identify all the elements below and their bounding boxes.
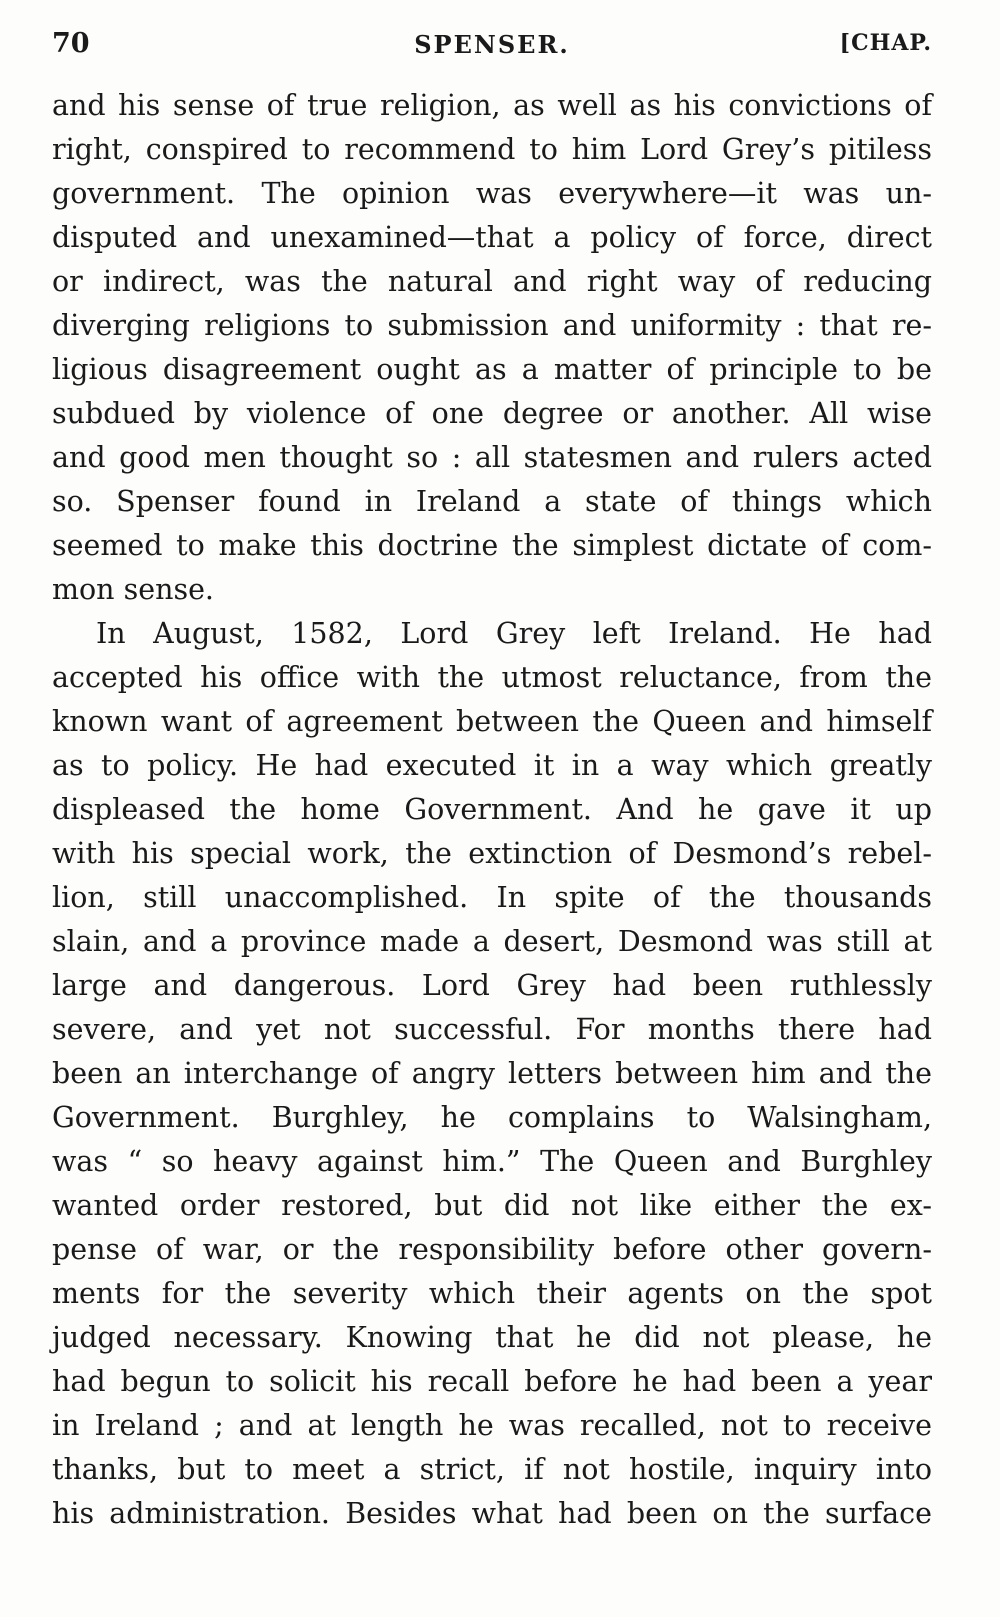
running-header: [52, 24, 932, 64]
text-line: pense of war, or the responsibility before other govern-: [52, 1233, 932, 1266]
text-line: large and dangerous. Lord Grey had been ruthlessly: [52, 969, 932, 1002]
page-number: 70: [52, 28, 90, 59]
text-line: In August, 1582, Lord Grey left Ireland. He had: [96, 617, 932, 650]
text-line: disputed and unexamined—that a policy of force, direct: [52, 221, 932, 254]
text-line: known want of agreement between the Queen and himself: [52, 705, 932, 738]
text-line: ments for the severity which their agents on the spot: [52, 1277, 932, 1310]
text-line: been an interchange of angry letters between him and the: [52, 1057, 932, 1090]
text-line: and good men thought so : all statesmen and rulers acted: [52, 441, 932, 474]
body-text: [52, 84, 932, 1536]
text-line: diverging religions to submission and uniformity : that re-: [52, 309, 932, 342]
text-line: or indirect, was the natural and right way of reducing: [52, 265, 932, 298]
text-line: ligious disagreement ought as a matter of principle to be: [52, 353, 932, 386]
text-line: right, conspired to recommend to him Lord Grey’s pitiless: [52, 133, 932, 166]
text-line: in Ireland ; and at length he was recalled, not to receive: [52, 1409, 932, 1442]
text-line: mon sense.: [52, 573, 214, 606]
paragraph: [52, 84, 932, 612]
text-line: lion, still unaccomplished. In spite of the thousands: [52, 881, 932, 914]
text-line: wanted order restored, but did not like either the ex-: [52, 1189, 932, 1222]
text-line: severe, and yet not successful. For months there had: [52, 1013, 932, 1046]
text-line: subdued by violence of one degree or another. All wise: [52, 397, 932, 430]
text-line: had begun to solicit his recall before he had been a year: [52, 1365, 932, 1398]
text-line: seemed to make this doctrine the simplest dictate of com-: [52, 529, 932, 562]
paragraph: [52, 612, 932, 1536]
text-line: displeased the home Government. And he gave it up: [52, 793, 932, 826]
text-line: government. The opinion was everywhere—it was un-: [52, 177, 932, 210]
text-line: slain, and a province made a desert, Desmond was still at: [52, 925, 932, 958]
text-line: so. Spenser found in Ireland a state of things which: [52, 485, 932, 518]
text-line: accepted his office with the utmost reluctance, from the: [52, 661, 932, 694]
running-title: SPENSER.: [414, 30, 570, 59]
text-line: and his sense of true religion, as well as his convictions of: [52, 89, 932, 122]
text-line: his administration. Besides what had been on the surface: [52, 1497, 932, 1530]
text-line: was “ so heavy against him.” The Queen and Burghley: [52, 1145, 932, 1178]
text-line: Government. Burghley, he complains to Walsingham,: [52, 1101, 932, 1134]
text-line: as to policy. He had executed it in a way which greatly: [52, 749, 932, 782]
text-line: with his special work, the extinction of Desmond’s rebel-: [52, 837, 932, 870]
text-line: judged necessary. Knowing that he did not please, he: [52, 1321, 932, 1354]
text-line: thanks, but to meet a strict, if not hostile, inquiry into: [52, 1453, 932, 1486]
chapter-mark: [CHAP.: [839, 30, 932, 56]
